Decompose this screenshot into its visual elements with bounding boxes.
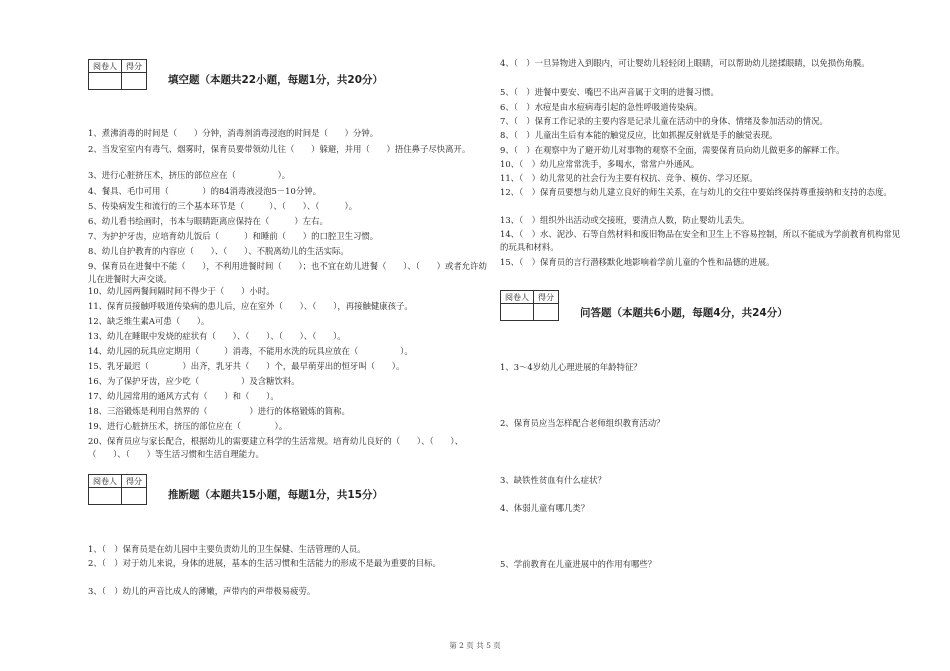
judge-item-7: 7、（ ）保育工作记录的主要内容是记录儿童在活动中的身体、情绪及参加活动的情况。 xyxy=(500,116,828,126)
fill-item-20: 20、保育员应与家长配合，根据幼儿的需要建立科学的生活常规。培育幼儿良好的（ ）、（ ）、（ ）、（ ）等生活习惯和生活自理能力。 xyxy=(88,436,463,459)
fill-item-19: 19、进行心脏挤压术，挤压的部位应在（ ）。 xyxy=(88,421,288,431)
qa-item-4: 4、体弱儿童有哪几类？ xyxy=(500,503,590,513)
judge-item-4: 4、（ ）一旦异物进入到眼内，可让婴幼儿轻轻闭上眼睛，可以帮助幼儿搓揉眼睛，以免损伤角膜。 xyxy=(500,58,870,68)
judge-item-14: 14、（ ）水、泥沙、石等自然材料和废旧物品在安全和卫生上不容易控制，所以不能成为学前教育机构常见的玩具和材料。 xyxy=(500,229,901,252)
fill-item-8: 8、幼儿自护教育的内容应（ ）、（ ）、不脱离幼儿的生活实际。 xyxy=(88,246,349,256)
judge-item-11: 11、（ ）幼儿常见的社会行为主要有权抗、竞争、模仿、学习还原。 xyxy=(500,173,758,183)
page-footer: 第 2 页 共 5 页 xyxy=(449,641,501,650)
grader-box-fill xyxy=(88,59,147,90)
grader-label: 阅卷人 xyxy=(89,60,122,73)
judge-item-8: 8、（ ）儿童出生后有本能的触觉反应，比如抓握反射就是手的触觉表现。 xyxy=(500,130,778,140)
judge-item-10: 10、（ ）幼儿应常常洗手，多喝水，常常户外通风。 xyxy=(500,159,700,169)
fill-item-12: 12、缺乏维生素A可患（ ）。 xyxy=(88,316,210,326)
fill-item-4: 4、餐具、毛巾可用（ ）的84消毒液浸泡5－10分钟。 xyxy=(88,186,321,196)
judge-item-2: 2、（ ）对于幼儿来说，身体的进展，基本的生活习惯和生活能力的形成不是最为重要的目标。 xyxy=(88,558,441,568)
judge-item-5: 5、（ ）进餐中要安、嘴巴不出声音属于文明的进餐习惯。 xyxy=(500,87,719,97)
score-label: 得分 xyxy=(122,475,147,488)
qa-item-5: 5、学前教育在儿童进展中的作用有哪些？ xyxy=(500,559,657,569)
fill-item-6: 6、幼儿看书绘画时，书本与眼睛距离应保持在（ ）左右。 xyxy=(88,216,328,226)
fill-item-14: 14、幼儿园的玩具应定期用（ ）消毒，不能用水洗的玩具应放在（ ）。 xyxy=(88,346,413,356)
grader-label: 阅卷人 xyxy=(501,291,534,304)
score-cell xyxy=(534,304,559,321)
grader-box-qa xyxy=(500,290,559,321)
grader-cell xyxy=(89,488,122,505)
judge-item-3: 3、（ ）幼儿的声音比成人的薄嫩，声带内的声带极易疲劳。 xyxy=(88,586,316,596)
fill-item-5: 5、传染病发生和流行的三个基本环节是（ ）、（ ）、（ ）。 xyxy=(88,201,358,211)
qa-item-3: 3、缺铁性贫血有什么症状？ xyxy=(500,475,606,485)
fill-item-13: 13、幼儿在睡眠中发烧的症状有（ ）、（ ）、（ ）、（ ）。 xyxy=(88,331,346,341)
judge-item-13: 13、（ ）组织外出活动或交接班，要清点人数，防止婴幼儿丢失。 xyxy=(500,215,750,225)
fill-section-title: 填空题（本题共22小题，每题1分，共20分） xyxy=(168,74,384,86)
judge-item-9: 9、（ ）在观察中为了避开幼儿对事物的观察不全面，需要保育员向幼儿做更多的解释工作。 xyxy=(500,145,845,155)
fill-item-15: 15、乳牙最迟（ ）出齐，乳牙共（ ）个，最早萌芽出的恒牙叫（ ）。 xyxy=(88,361,405,371)
qa-item-2: 2、保育员应当怎样配合老师组织教育活动？ xyxy=(500,418,665,428)
fill-item-7: 7、为护护牙齿，应培育幼儿饭后（ ）和睡前（ ）的口腔卫生习惯。 xyxy=(88,231,379,241)
qa-section-title: 问答题（本题共6小题，每题4分，共24分） xyxy=(580,307,788,319)
score-label: 得分 xyxy=(122,60,147,73)
score-cell xyxy=(122,73,147,90)
fill-item-1: 1、煮沸消毒的时间是（ ）分钟，消毒剂消毒浸泡的时间是（ ）分钟。 xyxy=(88,128,379,138)
fill-item-3: 3、进行心脏挤压术，挤压的部位应在（ ）。 xyxy=(88,170,291,180)
score-label: 得分 xyxy=(534,291,559,304)
judge-item-12: 12、（ ）保育员要想与幼儿建立良好的师生关系，在与幼儿的交往中要始终保持尊重接纳和支持的态度。 xyxy=(500,187,892,197)
score-cell xyxy=(122,488,147,505)
fill-item-18: 18、三浴锻炼是利用自然界的（ ）进行的体格锻炼的简称。 xyxy=(88,406,350,416)
grader-cell xyxy=(501,304,534,321)
fill-item-2: 2、当发室室内有毒气、烟雾时，保育员要带领幼儿往（ ）躲避，并用（ ）捂住鼻子尽快离开。 xyxy=(88,144,471,154)
fill-item-11: 11、保育员接触呼吸道传染病的患儿后，应在室外（ ）、（ ），再接触健康孩子。 xyxy=(88,301,413,311)
fill-item-17: 17、幼儿园常用的通风方式有（ ）和（ ）。 xyxy=(88,391,279,401)
grader-box-judge xyxy=(88,474,147,505)
grader-cell xyxy=(89,73,122,90)
judge-item-1: 1、（ ）保育员是在幼儿园中主要负责幼儿的卫生保健、生活管理的人员。 xyxy=(88,544,366,554)
fill-item-9: 9、保育员在进餐中不能（ ），不利用进餐时间（ ）；也不宜在幼儿进餐（ ）、（ ）或者允许幼儿在进餐时大声交谈。 xyxy=(88,261,487,284)
grader-label: 阅卷人 xyxy=(89,475,122,488)
fill-item-16: 16、为了保护牙齿，应少吃（ ）及含糖饮料。 xyxy=(88,376,300,386)
judge-item-15: 15、（ ）保育员的言行潜移默化地影响着学前儿童的个性和品德的进展。 xyxy=(500,257,775,267)
fill-item-10: 10、幼儿园两餐间隔时间不得少于（ ）小时。 xyxy=(88,286,275,296)
qa-item-1: 1、3～4岁幼儿心理进展的年龄特征？ xyxy=(500,362,642,372)
judge-section-title: 推断题（本题共15小题，每题1分，共15分） xyxy=(168,489,384,501)
judge-item-6: 6、（ ）水痘是由水痘病毒引起的急性呼吸道传染病。 xyxy=(500,102,703,112)
